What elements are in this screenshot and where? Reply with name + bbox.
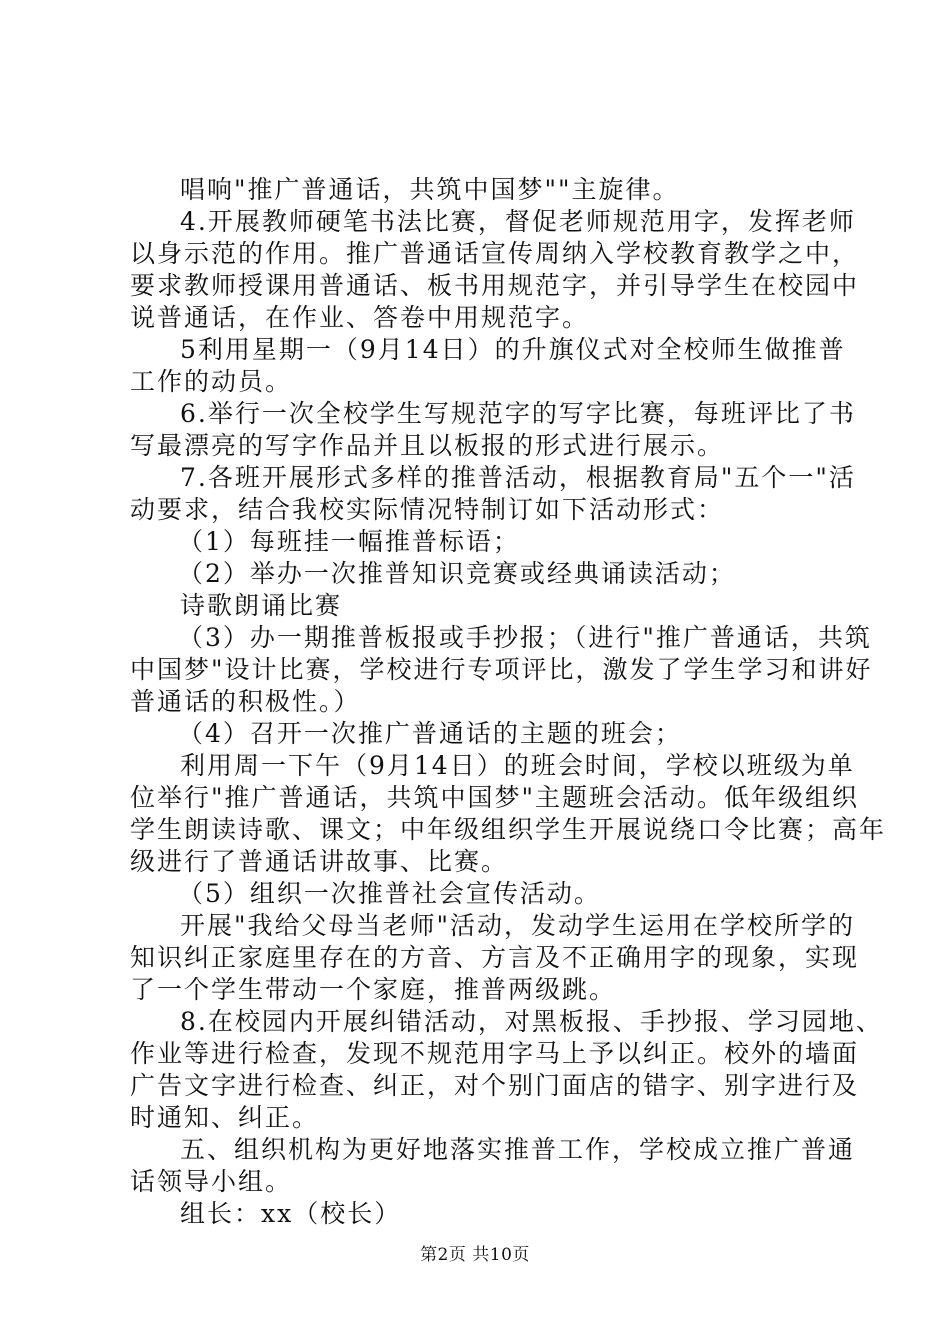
page-number-footer: 第2页 共10页: [420, 1245, 530, 1265]
text-line: （5）组织一次推普社会宣传活动。: [178, 879, 601, 908]
text-line: 中国梦"设计比赛，学校进行专项评比，激发了学生学习和讲好: [130, 655, 873, 684]
text-line: 开展"我给父母当老师"活动，发动学生运用在学校所学的: [180, 911, 856, 940]
text-line: 时通知、纠正。: [130, 1103, 320, 1132]
text-line: 6.举行一次全校学生写规范字的写字比赛，每班评比了书: [180, 399, 856, 428]
text-line: 诗歌朗诵比赛: [180, 591, 343, 620]
text-line: 级进行了普通话讲故事、比赛。: [130, 847, 509, 876]
text-line: 要求教师授课用普通话、板书用规范字，并引导学生在校园中: [130, 271, 860, 300]
text-line: 位举行"推广普通话，共筑中国梦"主题班会活动。低年级组织: [130, 783, 860, 812]
text-line: 广告文字进行检查、纠正，对个别门面店的错字、别字进行及: [130, 1071, 860, 1100]
text-line: 4.开展教师硬笔书法比赛，督促老师规范用字，发挥老师: [180, 207, 856, 236]
text-line: 说普通话，在作业、答卷中用规范字。: [130, 303, 590, 332]
text-line: 话领导小组。: [130, 1167, 293, 1196]
text-line: （4）召开一次推广普通话的主题的班会；: [178, 719, 682, 748]
text-line: 工作的动员。: [130, 367, 293, 396]
text-line: 8.在校园内开展纠错活动，对黑板报、手抄报、学习园地、: [180, 1007, 883, 1036]
text-line: 学生朗读诗歌、课文；中年级组织学生开展说绕口令比赛；高年: [130, 815, 887, 844]
text-line: 唱响"推广普通话，共筑中国梦""主旋律。: [180, 175, 680, 204]
text-line: 作业等进行检查，发现不规范用字马上予以纠正。校外的墙面: [130, 1039, 860, 1068]
text-line: 动要求，结合我校实际情况特制订如下活动形式：: [130, 495, 725, 524]
text-line: （2）举办一次推普知识竞赛或经典诵读活动；: [178, 559, 736, 588]
text-line: 以身示范的作用。推广普通话宣传周纳入学校教育教学之中，: [130, 239, 860, 268]
text-line: （3）办一期推普板报或手抄报；（进行"推广普通话，共筑: [178, 623, 872, 652]
text-line: 组长：xx（校长）: [180, 1199, 402, 1228]
text-line: 普通话的积极性。）: [130, 687, 361, 716]
text-line: 写最漂亮的写字作品并且以板报的形式进行展示。: [130, 431, 725, 460]
text-line: 5利用星期一（9月14日）的升旗仪式对全校师生做推普: [180, 335, 846, 364]
text-line: 7.各班开展形式多样的推普活动，根据教育局"五个一"活: [180, 463, 856, 492]
text-line: （1）每班挂一幅推普标语；: [178, 527, 520, 556]
text-line: 知识纠正家庭里存在的方音、方言及不正确用字的现象，实现: [130, 943, 860, 972]
text-line: 五、组织机构为更好地落实推普工作，学校成立推广普通: [180, 1135, 856, 1164]
text-line: 利用周一下午（9月14日）的班会时间，学校以班级为单: [180, 751, 855, 780]
text-line: 了一个学生带动一个家庭，推普两级跳。: [130, 975, 617, 1004]
